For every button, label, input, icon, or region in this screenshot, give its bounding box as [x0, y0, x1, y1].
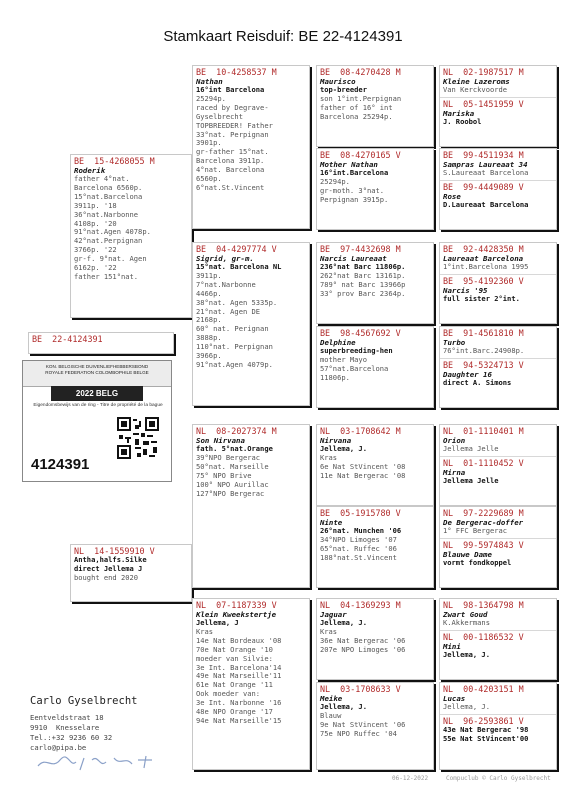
dam-info-line: 55e Nat StVincent'00	[443, 733, 529, 743]
dam-name: Mirna	[443, 467, 466, 477]
dam-name: Mariska	[443, 108, 475, 118]
ring-number: BE 92-4428350 M	[443, 244, 524, 254]
subject-ring-label: BE 22-4124391	[32, 334, 103, 344]
bird-info-line: 4108p. '20	[74, 218, 117, 228]
bird-name: Narcis Laureaat	[320, 254, 387, 263]
bird-info-line: superbreeding-hen	[320, 346, 393, 355]
bird-info-line: 91°nat.Agen 4079p.	[196, 359, 273, 369]
bird-info-line: 3e Int. Barcelona'14	[196, 662, 282, 672]
footer-credit: Compuclub © Carlo Gyselbrecht	[446, 775, 551, 782]
bird-info-line: 48e NPO Orange '17	[196, 707, 273, 717]
ring-number: BE 99-4511934 M	[443, 150, 524, 160]
bird-name: De Bergerac-doffer	[443, 518, 524, 527]
pedigree-card-ds	[192, 424, 310, 588]
ring-year-badge: 2022 BELG	[51, 386, 143, 401]
bird-name: Roderik	[74, 166, 106, 175]
bird-info-line: raced by Degrave-	[196, 102, 269, 112]
dam-ring-number: BE 94-5324713 V	[443, 359, 524, 370]
bird-info-line: father of 16° int	[320, 102, 393, 112]
ring-number: NL 01-1110401 M	[443, 426, 524, 436]
bird-info-line: gr-moth. 3°nat.	[320, 185, 385, 195]
ring-number: NL 03-1708642 M	[320, 426, 401, 436]
dam-ring-number: NL 99-5974843 V	[443, 539, 524, 550]
pedigree-card-ssd	[316, 148, 434, 230]
bird-info-line: 65°nat. Ruffec '06	[320, 543, 397, 553]
bird-info-line: 110°nat. Perpignan	[196, 342, 273, 352]
bird-name: Delphine	[320, 338, 356, 347]
bird-info-line: 3911p.	[196, 270, 222, 280]
bird-info-line: 236°nat Barc 11806p.	[320, 262, 406, 271]
bird-info-line: top-breeder	[320, 85, 367, 94]
bird-name: Meike	[320, 694, 343, 703]
bird-info-line: 1° FFC Bergerac	[443, 526, 508, 535]
ring-number: BE 15-4268055 M	[74, 156, 155, 166]
bird-info-line: 6560p.	[196, 174, 222, 184]
dam-info-line: direct A. Simons	[443, 377, 512, 387]
pedigree-card-d4	[439, 682, 557, 770]
bird-info-line: 2168p.	[196, 315, 222, 325]
bird-info-line: 3e Int. Narbonne '16	[196, 698, 282, 708]
bird-name: Lucas	[443, 694, 466, 703]
ring-number: 4124391	[31, 456, 90, 473]
bird-info-line: 16°int.Barcelona	[320, 168, 389, 177]
dam-ring-number: BE 95-4192360 V	[443, 275, 524, 286]
bird-info-line: 4466p.	[196, 288, 222, 298]
bird-info-line: Kras	[196, 626, 214, 636]
dam-ring-number: NL 01-1110452 V	[443, 457, 524, 468]
bird-name: Laureaat Barcelona	[443, 254, 524, 263]
bird-info-line: 9e Nat StVincent '06	[320, 719, 406, 729]
pedigree-card-s2	[439, 148, 557, 230]
bird-info-line: 11e Nat Bergerac '08	[320, 470, 406, 480]
bird-name: Nathan	[196, 77, 223, 86]
pedigree-card-sd	[192, 242, 310, 406]
bird-info-line: 36°nat.Narbonne	[74, 209, 139, 219]
dam-ring-number: NL 96-2593861 V	[443, 715, 524, 726]
bird-info-line: 60° nat. Perignan	[196, 324, 269, 334]
bird-info-line: 15°nat.Barcelona	[74, 191, 143, 201]
owner-city: 9910 Knesselare	[30, 723, 100, 732]
owner-block	[30, 695, 137, 753]
pedigree-card-s1	[439, 65, 557, 147]
bird-name: Zwart Goud	[443, 610, 488, 619]
bird-info-line: 75° NPO Brive	[196, 470, 252, 480]
footer-date: 06-12-2022	[392, 775, 429, 782]
bird-info-line: son 1°int.Perpignan	[320, 93, 402, 103]
pedigree-card-sire	[70, 154, 192, 318]
bird-info-line: 26°nat. Munchen '06	[320, 526, 402, 535]
bird-info-line: 188°nat.St.Vincent	[320, 552, 397, 562]
ring-subtitle: Eigendomsbewijs van de ring - Titre de propriété de la bague	[33, 403, 163, 408]
ring-number: BE 08-4270165 V	[320, 150, 401, 160]
ring-number: NL 04-1369293 M	[320, 600, 401, 610]
bird-info-line: 16°int Barcelona	[196, 85, 265, 94]
bird-info-line: 262°nat Barc 13161p.	[320, 270, 406, 280]
bird-info-line: Van Kerckvoorde	[443, 85, 508, 94]
ring-number: NL 97-2229689 M	[443, 508, 524, 518]
bird-info-line: 70e Nat Orange '10	[196, 644, 273, 654]
bird-info-line: Gyselbrecht	[196, 111, 243, 121]
bird-info-line: 6162p. '22	[74, 263, 117, 273]
bird-info-line: direct Jellema J	[74, 563, 143, 573]
pedigree-card-d2	[439, 506, 557, 588]
dam-ring-number: NL 05-1451959 V	[443, 98, 524, 109]
bird-info-line: 11806p.	[320, 372, 350, 382]
bird-info-line: Jellema Jelle	[443, 444, 499, 453]
bird-info-line: 49e Nat Marseille'11	[196, 671, 282, 681]
pedigree-card-dsd	[316, 506, 434, 588]
bird-info-line: 57°nat.Barcelona	[320, 363, 389, 373]
dam-info-line: Jellema, J.	[443, 649, 490, 659]
bird-info-line: Jellema, J.	[320, 444, 367, 453]
bird-info-line: 25294p.	[320, 176, 350, 186]
bird-info-line: 3966p.	[196, 351, 222, 361]
ring-number: NL 08-2027374 M	[196, 426, 277, 436]
dam-info-line: vormt fondkoppel	[443, 557, 512, 567]
bird-info-line: Barcelona 25294p.	[320, 111, 393, 121]
owner-email: carlo@pipa.be	[30, 743, 87, 752]
bird-name: Mother Nathan	[320, 160, 378, 169]
bird-name: Sigrid, gr-m.	[196, 254, 254, 263]
bird-name: Kleine Lazeroms	[443, 77, 510, 86]
bird-info-line: TOPBREEDER! Father	[196, 120, 273, 130]
pedigree-card-ddd	[316, 682, 434, 770]
bird-info-line: Antha,halfs.Silke	[74, 555, 147, 564]
bird-info-line: Perpignan 3915p.	[320, 194, 389, 204]
bird-info-line: bought end 2020	[74, 572, 139, 582]
bird-info-line: 207e NPO Limoges '06	[320, 644, 406, 654]
pedigree-card-dam	[70, 544, 192, 602]
pedigree-card-dd	[192, 598, 310, 770]
bird-info-line: 3901p.	[196, 138, 222, 148]
bird-info-line: 94e Nat Marseille'15	[196, 715, 282, 725]
pedigree-card-sds	[316, 242, 434, 324]
bird-info-line: 14e Nat Bordeaux '08	[196, 635, 282, 645]
ring-number: BE 08-4270428 M	[320, 67, 401, 77]
ring-number: BE 10-4258537 M	[196, 67, 277, 77]
bird-info-line: mother Mayo	[320, 354, 367, 364]
bird-info-line: Jellema, J.	[443, 702, 490, 711]
bird-info-line: 61e Nat Orange '11	[196, 680, 273, 690]
pedigree-card-sdd	[316, 326, 434, 408]
pedigree-card-s4	[439, 326, 557, 408]
ring-number: BE 98-4567692 V	[320, 328, 401, 338]
bird-info-line: 4°nat. Barcelona	[196, 165, 265, 175]
bird-info-line: 3766p. '22	[74, 245, 117, 255]
bird-name: Ninte	[320, 518, 343, 527]
bird-info-line: 21°nat. Agen DE	[196, 306, 261, 316]
bird-info-line: Barcelona 6560p.	[74, 182, 143, 192]
bird-info-line: 1°int.Barcelona 1995	[443, 262, 529, 271]
bird-name: Maurisco	[320, 77, 356, 86]
bird-info-line: 7°nat.Narbonne	[196, 279, 256, 289]
dam-info-line: 43e Nat Bergerac '98	[443, 724, 529, 734]
ring-number: NL 14-1559910 V	[74, 546, 155, 556]
bird-info-line: 33°nat. Perpignan	[196, 129, 269, 139]
qr-code-icon	[117, 417, 159, 459]
dam-name: Blauwe Dame	[443, 549, 492, 559]
bird-info-line: Jellema, J	[196, 618, 239, 627]
bird-info-line: fath. 5°nat.Orange	[196, 444, 273, 453]
dam-info-line: D.Laureaat Barcelona	[443, 199, 529, 209]
bird-info-line: 36e Nat Bergerac '06	[320, 635, 406, 645]
pedigree-card-d1	[439, 424, 557, 506]
dam-ring-number: NL 00-1186532 V	[443, 631, 524, 642]
bird-name: Sampras Laureaat 34	[443, 160, 528, 169]
bird-info-line: gr-father 15°nat.	[196, 147, 269, 157]
ring-certificate	[22, 360, 172, 482]
bird-name: Son Nirvana	[196, 436, 245, 445]
bird-info-line: S.Laureaat Barcelona	[443, 168, 529, 177]
bird-info-line: 789° nat Barc 13966p	[320, 279, 406, 289]
pedigree-card-sss	[316, 65, 434, 147]
bird-name: Turbo	[443, 338, 466, 347]
bird-info-line: 3888p.	[196, 333, 222, 343]
bird-info-line: Kras	[320, 626, 338, 636]
bird-info-line: 15°nat. Barcelona NL	[196, 262, 282, 271]
pedigree-card-ss	[192, 65, 310, 229]
bird-info-line: 25294p.	[196, 93, 226, 103]
owner-address: Eentveldstraat 18	[30, 713, 104, 722]
bird-info-line: moeder van Silvie:	[196, 653, 273, 663]
dam-info-line: J. Roobol	[443, 116, 482, 126]
ring-number: BE 97-4432698 M	[320, 244, 401, 254]
ring-number: NL 02-1987517 M	[443, 67, 524, 77]
ring-number: BE 04-4297774 V	[196, 244, 277, 254]
bird-info-line: 100° NPO Aurillac	[196, 479, 269, 489]
bird-info-line: K.Akkermans	[443, 618, 490, 627]
bird-name: Nirvana	[320, 436, 352, 445]
bird-info-line: father 4°nat.	[74, 174, 130, 183]
bird-name: Orion	[443, 436, 466, 445]
dam-info-line: Jellema Jelle	[443, 475, 499, 485]
ring-number: NL 98-1364798 M	[443, 600, 524, 610]
dam-ring-number: BE 99-4449089 V	[443, 181, 524, 192]
owner-phone: Tel.:+32 9236 60 32	[30, 733, 113, 742]
pedigree-card-d3	[439, 598, 557, 680]
bird-info-line: 42°nat.Perpignan	[74, 236, 143, 246]
bird-info-line: 34°NPO Limoges '07	[320, 534, 397, 544]
bird-info-line: 38°nat. Agen 5335p.	[196, 297, 278, 307]
page-title: Stamkaart Reisduif: BE 22-4124391	[163, 28, 403, 45]
dam-info-line: full sister 2°int.	[443, 293, 520, 303]
ring-number: NL 00-4203151 M	[443, 684, 524, 694]
bird-info-line: Kras	[320, 452, 338, 462]
subject-header	[28, 332, 174, 354]
ring-number: BE 05-1915780 V	[320, 508, 401, 518]
bird-info-line: 33° prov Barc 2364p.	[320, 288, 406, 298]
bird-info-line: 76°int.Barc.24908p.	[443, 346, 525, 355]
owner-name: Carlo Gyselbrecht	[30, 695, 138, 707]
dam-name: Narcis '95	[443, 285, 488, 295]
pedigree-card-s3	[439, 242, 557, 324]
bird-info-line: Blauw	[320, 710, 342, 720]
bird-info-line: Barcelona 3911p.	[196, 156, 265, 166]
pedigree-card-dss	[316, 424, 434, 506]
bird-info-line: 6e Nat StVincent '08	[320, 461, 406, 471]
pedigree-card-dds	[316, 598, 434, 680]
bird-info-line: Ook moeder van:	[196, 689, 261, 699]
bird-info-line: 6°nat.St.Vincent	[196, 182, 265, 192]
bird-info-line: 127°NPO Bergerac	[196, 488, 265, 498]
bird-info-line: Jellema, J.	[320, 618, 367, 627]
dam-name: Rose	[443, 191, 461, 201]
bird-info-line: father 151°nat.	[74, 271, 139, 281]
ring-number: BE 91-4561810 M	[443, 328, 524, 338]
bird-info-line: Jellema, J.	[320, 702, 367, 711]
bird-info-line: 50°nat. Marseille	[196, 461, 269, 471]
bird-name: Klein Kweekstertje	[196, 610, 277, 619]
dam-name: Daughter 16	[443, 369, 492, 379]
signature-icon	[34, 752, 174, 774]
bird-info-line: 3911p. '18	[74, 200, 117, 210]
bird-name: Jaguar	[320, 610, 347, 619]
bird-info-line: 39°NPO Bergerac	[196, 452, 261, 462]
ring-number: NL 03-1708633 V	[320, 684, 401, 694]
dam-name: Mini	[443, 641, 461, 651]
bird-info-line: 75e NPO Ruffec '04	[320, 728, 397, 738]
bird-info-line: gr-f. 9°nat. Agen	[74, 254, 147, 264]
bird-info-line: 91°nat.Agen 4078p.	[74, 227, 151, 237]
ring-org-text: KON. BELGISCHE DUIVENLIEFHEBBERSBOND ROYALE FEDERATION COLOMBOPHILE BELGE	[23, 361, 171, 387]
ring-number: NL 07-1187339 V	[196, 600, 277, 610]
